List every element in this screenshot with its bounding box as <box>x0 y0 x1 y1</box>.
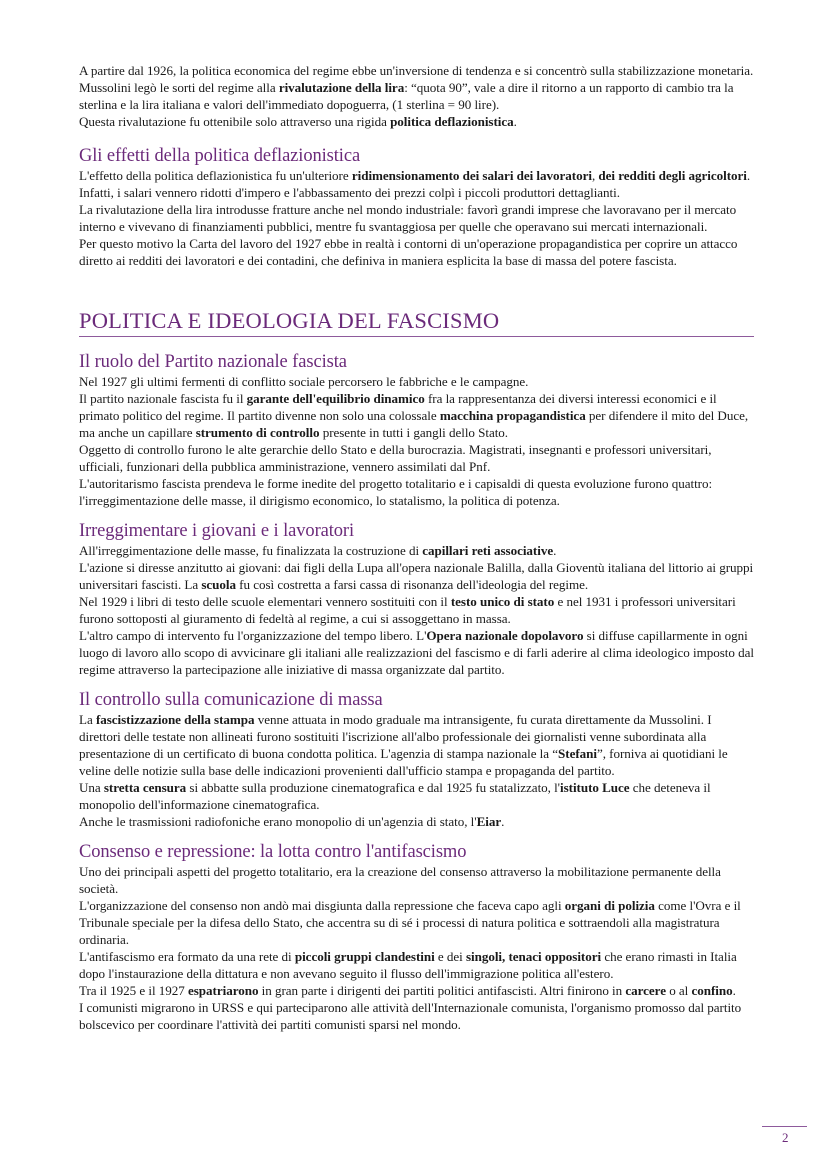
party-paragraph-3: Oggetto di controllo furono le alte gerarchie dello Stato e della burocrazia. Magistrati, insegnanti e professori universitari, ufficiali, funzionari della pubblica amministrazione, vennero assimilati dal Pnf. <box>79 442 712 474</box>
document-page <box>79 62 754 1033</box>
section-heading-consensus-repression: Consenso e repressione: la lotta contro l'antifascismo <box>79 842 467 862</box>
footer-rule <box>762 1126 807 1127</box>
party-paragraph-1: Nel 1927 gli ultimi fermenti di conflitto sociale percorsero le fabbriche e le campagne. <box>79 374 529 389</box>
party-paragraph-2: Il partito nazionale fascista fu il garante dell'equilibrio dinamico fra la rappresentanza dei diversi interessi economici e il primato politico del regime. Il partito divenne non solo una colossale macchina propagandistica per difendere il mito del Duce, ma anche un capillare strumento di controllo presente in tutti i gangli dello Stato. <box>79 391 749 440</box>
chapter-heading: POLITICA E IDEOLOGIA DEL FASCISMO <box>79 308 754 337</box>
section-heading-youth-workers: Irreggimentare i giovani e i lavoratori <box>79 521 355 541</box>
communication-paragraph-3: Anche le trasmissioni radiofoniche erano monopolio di un'agenzia di stato, l'Eiar. <box>79 814 505 829</box>
consensus-paragraph-4: Tra il 1925 e il 1927 espatriarono in gran parte i dirigenti dei partiti politici antifascisti. Altri finirono in carcere o al confino. <box>79 983 736 998</box>
youth-paragraph-3: Nel 1929 i libri di testo delle scuole elementari vennero sostituiti con il testo unico di stato e nel 1931 i professori universitari furono sottoposti al giuramento di fedeltà al regime, a cui si assoggettano in massa. <box>79 594 736 626</box>
section-heading-mass-communication: Il controllo sulla comunicazione di massa <box>79 690 383 710</box>
consensus-paragraph-5: I comunisti migrarono in URSS e qui parteciparono alle attività dell'Internazionale comunista, l'organismo promosso dal partito bolscevico per coordinare l'attività dei partiti comunisti sparsi nel mondo. <box>79 1000 742 1032</box>
intro-paragraph-2: Questa rivalutazione fu ottenibile solo attraverso una rigida politica deflazionistica. <box>79 114 517 129</box>
deflation-paragraph-1: L'effetto della politica deflazionistica fu un'ulteriore ridimensionamento dei salari dei lavoratori, dei redditi degli agricoltori. Infatti, i salari vennero ridotti d'impero e l'abbassamento dei prezzi colpì i piccoli produttori dettaglianti. <box>79 168 751 200</box>
deflation-paragraph-2: La rivalutazione della lira introdusse fratture anche nel mondo industriale: favorì grandi imprese che lavoravano per il mercato interno e vivevano di finanziamenti pubblici, mentre fu svantaggiosa per quelle che operavano sui mercati internazionali. <box>79 202 737 234</box>
party-paragraph-4: L'autoritarismo fascista prendeva le forme inedite del progetto totalitario e i capisaldi di questa evoluzione furono quattro: l'irreggimentazione delle masse, il dirigismo economico, lo statalismo, la politica di potenza. <box>79 476 713 508</box>
communication-paragraph-1: La fascistizzazione della stampa venne attuata in modo graduale ma intransigente, fu curata direttamente da Mussolini. I direttori delle testate non allineati furono sostituiti l'iscrizione all'albo professionale dei giornalisti venne subordinata alla presentazione di un certificato di buona condotta politica. L'agenzia di stampa nazionale la “Stefani”, forniva ai quotidiani le veline delle notizie sulla base delle indicazioni provenienti dall'ufficio stampa e propaganda del partito. <box>79 712 728 778</box>
consensus-paragraph-3: L'antifascismo era formato da una rete di piccoli gruppi clandestini e dei singoli, tenaci oppositori che erano rimasti in Italia dopo l'instaurazione della dittatura e non avevano seguito il flusso dell'immigrazione politica all'estero. <box>79 949 737 981</box>
deflation-paragraph-3: Per questo motivo la Carta del lavoro del 1927 ebbe in realtà i contorni di un'operazione propagandistica per coprire un attacco diretto ai redditi dei lavoratori e dei contadini, che definiva in maniera esplicita la base di massa del potere fascista. <box>79 236 738 268</box>
consensus-paragraph-1: Uno dei principali aspetti del progetto totalitario, era la creazione del consenso attraverso la mobilitazione permanente della società. <box>79 864 721 896</box>
youth-paragraph-4: L'altro campo di intervento fu l'organizzazione del tempo libero. L'Opera nazionale dopolavoro si diffuse capillarmente in ogni luogo di lavoro allo scopo di avvicinare gli italiani alle realizzazioni del fascismo e di farli aderire al clima ideologico imposto dal regime attraverso la partecipazione alle iniziative di massa organizzate dal partito. <box>79 628 754 677</box>
section-heading-deflation-effects: Gli effetti della politica deflazionistica <box>79 146 361 166</box>
youth-paragraph-2: L'azione si diresse anzitutto ai giovani: dai figli della Lupa all'opera nazionale Balilla, dalla Gioventù italiana del littorio ai gruppi universitari fascisti. La scuola fu così costretta a farsi cassa di risonanza dell'ideologia del regime. <box>79 560 754 592</box>
intro-paragraph-1: A partire dal 1926, la politica economica del regime ebbe un'inversione di tendenza e si concentrò sulla stabilizzazione monetaria. Mussolini legò le sorti del regime alla rivalutazione della lira: “quota 90”, vale a dire il ritorno a un rapporto di cambio tra la sterlina e la lira italiana e valori dell'immediato dopoguerra, (1 sterlina = 90 lire). <box>79 63 754 112</box>
communication-paragraph-2: Una stretta censura si abbatte sulla produzione cinematografica e dal 1925 fu statalizzato, l'istituto Luce che deteneva il monopolio dell'informazione cinematografica. <box>79 780 711 812</box>
page-number: 2 <box>782 1130 789 1145</box>
consensus-paragraph-2: L'organizzazione del consenso non andò mai disgiunta dalla repressione che faceva capo agli organi di polizia come l'Ovra e il Tribunale speciale per la difesa dello Stato, che accentra su di sé i processi di natura politica e sottraendoli alla magistratura ordinaria. <box>79 898 741 947</box>
youth-paragraph-1: All'irreggimentazione delle masse, fu finalizzata la costruzione di capillari reti associative. <box>79 543 557 558</box>
section-heading-party-role: Il ruolo del Partito nazionale fascista <box>79 352 347 372</box>
